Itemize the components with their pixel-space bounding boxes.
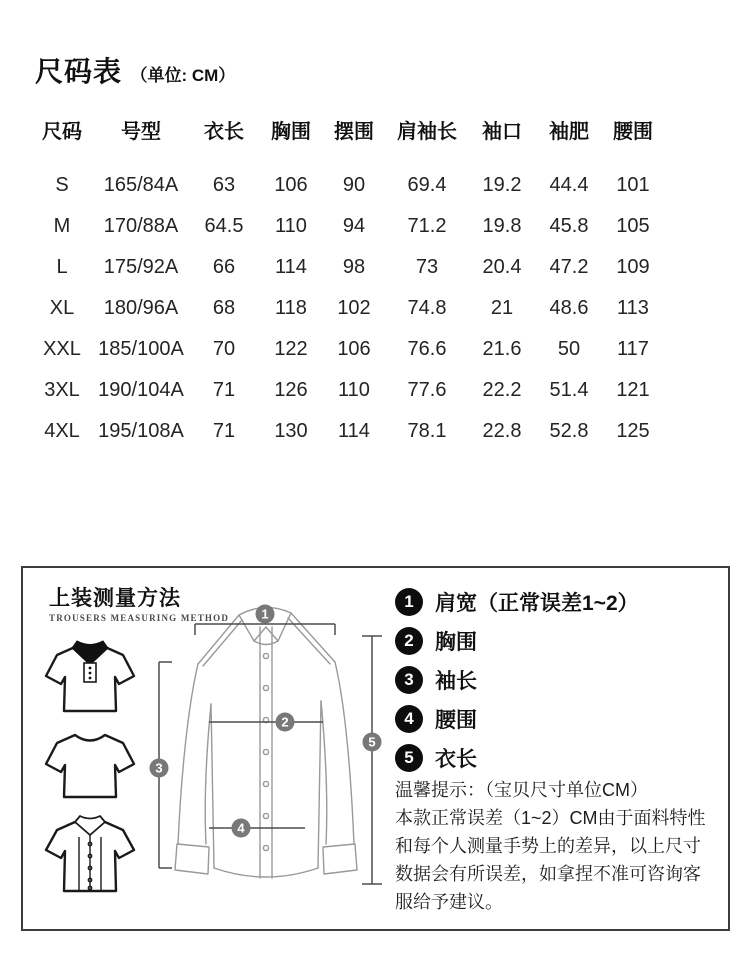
table-cell: S bbox=[55, 174, 69, 196]
note-line: 和每个人测量手势上的差异，以上尺寸 bbox=[395, 836, 701, 856]
column-header: 摆围 bbox=[334, 120, 374, 143]
table-cell: 3XL bbox=[44, 379, 80, 401]
table-cell: 125 bbox=[616, 420, 650, 442]
legend-label: 腰围 bbox=[435, 708, 477, 732]
table-cell: 76.6 bbox=[407, 338, 447, 360]
table-cell: 71 bbox=[212, 420, 236, 442]
table-cell: 94 bbox=[342, 215, 366, 237]
table-cell: 126 bbox=[274, 379, 308, 401]
table-cell: 22.2 bbox=[482, 379, 522, 401]
legend-label: 胸围 bbox=[435, 630, 477, 654]
table-cell: 121 bbox=[616, 379, 650, 401]
legend-item bbox=[395, 660, 639, 699]
table-cell: M bbox=[53, 215, 71, 237]
table-cell: 45.8 bbox=[549, 215, 589, 237]
table-cell: 64.5 bbox=[204, 215, 244, 237]
table-row bbox=[30, 206, 694, 247]
shoulder-width-line bbox=[195, 624, 335, 635]
table-cell: 66 bbox=[212, 256, 236, 278]
column-header: 尺码 bbox=[42, 120, 82, 143]
shirt-measurement-diagram bbox=[143, 596, 403, 908]
table-cell: 69.4 bbox=[407, 174, 447, 196]
page-title bbox=[35, 50, 235, 90]
garment-icon-column bbox=[43, 640, 139, 908]
table-cell: 19.8 bbox=[482, 215, 522, 237]
table-cell: 117 bbox=[617, 338, 649, 360]
table-cell: 114 bbox=[275, 256, 307, 278]
legend-number-badge: 4 bbox=[395, 705, 423, 733]
polo-shirt-icon bbox=[43, 640, 137, 720]
table-cell: 19.2 bbox=[482, 174, 522, 196]
marker-4: 4 bbox=[237, 820, 245, 836]
table-cell: 68 bbox=[212, 297, 236, 319]
table-row bbox=[30, 288, 694, 329]
button-shirt-icon bbox=[43, 814, 137, 898]
table-cell: 165/84A bbox=[103, 174, 179, 196]
note-line: 服给予建议。 bbox=[395, 892, 503, 912]
legend-label: 肩宽（正常误差1~2） bbox=[435, 591, 639, 615]
column-header: 肩袖长 bbox=[397, 120, 457, 143]
note-line: 温馨提示：（宝贝尺寸单位CM） bbox=[395, 780, 648, 800]
table-cell: 71.2 bbox=[407, 215, 447, 237]
table-cell: XL bbox=[49, 297, 75, 319]
table-cell: 22.8 bbox=[482, 420, 522, 442]
table-cell: 73 bbox=[415, 256, 439, 278]
column-header: 号型 bbox=[121, 120, 161, 143]
legend-number-badge: 2 bbox=[395, 627, 423, 655]
page-title-text: 尺码表 bbox=[35, 56, 123, 87]
legend-number-badge: 3 bbox=[395, 666, 423, 694]
table-cell: 122 bbox=[274, 338, 308, 360]
measure-section-title: 上装测量方法 bbox=[49, 587, 181, 610]
table-cell: 185/100A bbox=[98, 338, 184, 360]
table-cell: 98 bbox=[342, 256, 366, 278]
marker-5: 5 bbox=[368, 734, 376, 750]
table-row bbox=[30, 247, 694, 288]
table-cell: 48.6 bbox=[549, 297, 589, 319]
marker-2: 2 bbox=[281, 714, 289, 730]
column-header: 腰围 bbox=[613, 120, 653, 143]
column-header: 袖肥 bbox=[549, 120, 589, 143]
legend-number-badge: 1 bbox=[395, 588, 423, 616]
table-cell: 21.6 bbox=[482, 338, 522, 360]
table-cell: 4XL bbox=[44, 420, 80, 442]
page-title-unit: （单位: CM） bbox=[130, 66, 236, 85]
table-cell: 102 bbox=[337, 297, 371, 319]
table-row bbox=[30, 411, 694, 452]
table-cell: 110 bbox=[338, 379, 370, 401]
table-cell: 106 bbox=[274, 174, 308, 196]
table-cell: 63 bbox=[212, 174, 236, 196]
table-cell: 101 bbox=[616, 174, 650, 196]
table-cell: 20.4 bbox=[482, 256, 522, 278]
table-cell: 47.2 bbox=[549, 256, 589, 278]
column-header: 衣长 bbox=[204, 120, 244, 143]
table-cell: 190/104A bbox=[98, 379, 184, 401]
legend-item bbox=[395, 582, 639, 621]
size-table-header-row bbox=[30, 112, 694, 146]
legend-number-badge: 5 bbox=[395, 744, 423, 772]
table-cell: 109 bbox=[616, 256, 650, 278]
table-cell: 21 bbox=[490, 297, 514, 319]
table-cell: L bbox=[56, 256, 68, 278]
table-cell: 70 bbox=[212, 338, 236, 360]
garment-length-line bbox=[362, 636, 382, 884]
diagram-markers bbox=[150, 605, 382, 838]
measurement-legend bbox=[395, 582, 639, 777]
table-cell: 118 bbox=[275, 297, 307, 319]
table-cell: 106 bbox=[337, 338, 371, 360]
table-cell: 170/88A bbox=[103, 215, 179, 237]
legend-item bbox=[395, 699, 639, 738]
table-cell: 78.1 bbox=[407, 420, 447, 442]
legend-label: 衣长 bbox=[435, 747, 477, 771]
table-cell: 113 bbox=[617, 297, 649, 319]
measurement-notes bbox=[395, 776, 725, 916]
table-cell: 74.8 bbox=[407, 297, 447, 319]
table-cell: 77.6 bbox=[407, 379, 447, 401]
table-cell: 195/108A bbox=[98, 420, 184, 442]
legend-item bbox=[395, 738, 639, 777]
table-cell: XXL bbox=[43, 338, 81, 360]
legend-label: 袖长 bbox=[435, 669, 477, 693]
table-row bbox=[30, 329, 694, 370]
table-row bbox=[30, 165, 694, 206]
legend-item bbox=[395, 621, 639, 660]
table-cell: 71 bbox=[212, 379, 236, 401]
marker-1: 1 bbox=[261, 606, 269, 622]
size-table bbox=[30, 112, 694, 452]
table-cell: 110 bbox=[275, 215, 307, 237]
measuring-method-panel bbox=[21, 566, 730, 931]
t-shirt-icon bbox=[43, 730, 137, 804]
column-header: 胸围 bbox=[271, 120, 311, 143]
size-table-body bbox=[30, 165, 694, 452]
table-cell: 44.4 bbox=[549, 174, 589, 196]
table-cell: 105 bbox=[616, 215, 650, 237]
column-header: 袖口 bbox=[482, 120, 522, 143]
table-cell: 114 bbox=[338, 420, 370, 442]
table-row bbox=[30, 370, 694, 411]
table-cell: 175/92A bbox=[103, 256, 179, 278]
marker-3: 3 bbox=[155, 760, 163, 776]
measure-section-subtitle: TROUSERS MEASURING METHOD bbox=[49, 613, 230, 623]
table-cell: 51.4 bbox=[549, 379, 589, 401]
table-cell: 52.8 bbox=[549, 420, 589, 442]
note-line: 本款正常误差（1~2）CM由于面料特性 bbox=[395, 808, 706, 828]
table-cell: 90 bbox=[342, 174, 366, 196]
table-cell: 130 bbox=[274, 420, 308, 442]
table-cell: 180/96A bbox=[103, 297, 179, 319]
table-cell: 50 bbox=[557, 338, 581, 360]
note-line: 数据会有所误差，如拿捏不准可咨询客 bbox=[395, 864, 701, 884]
